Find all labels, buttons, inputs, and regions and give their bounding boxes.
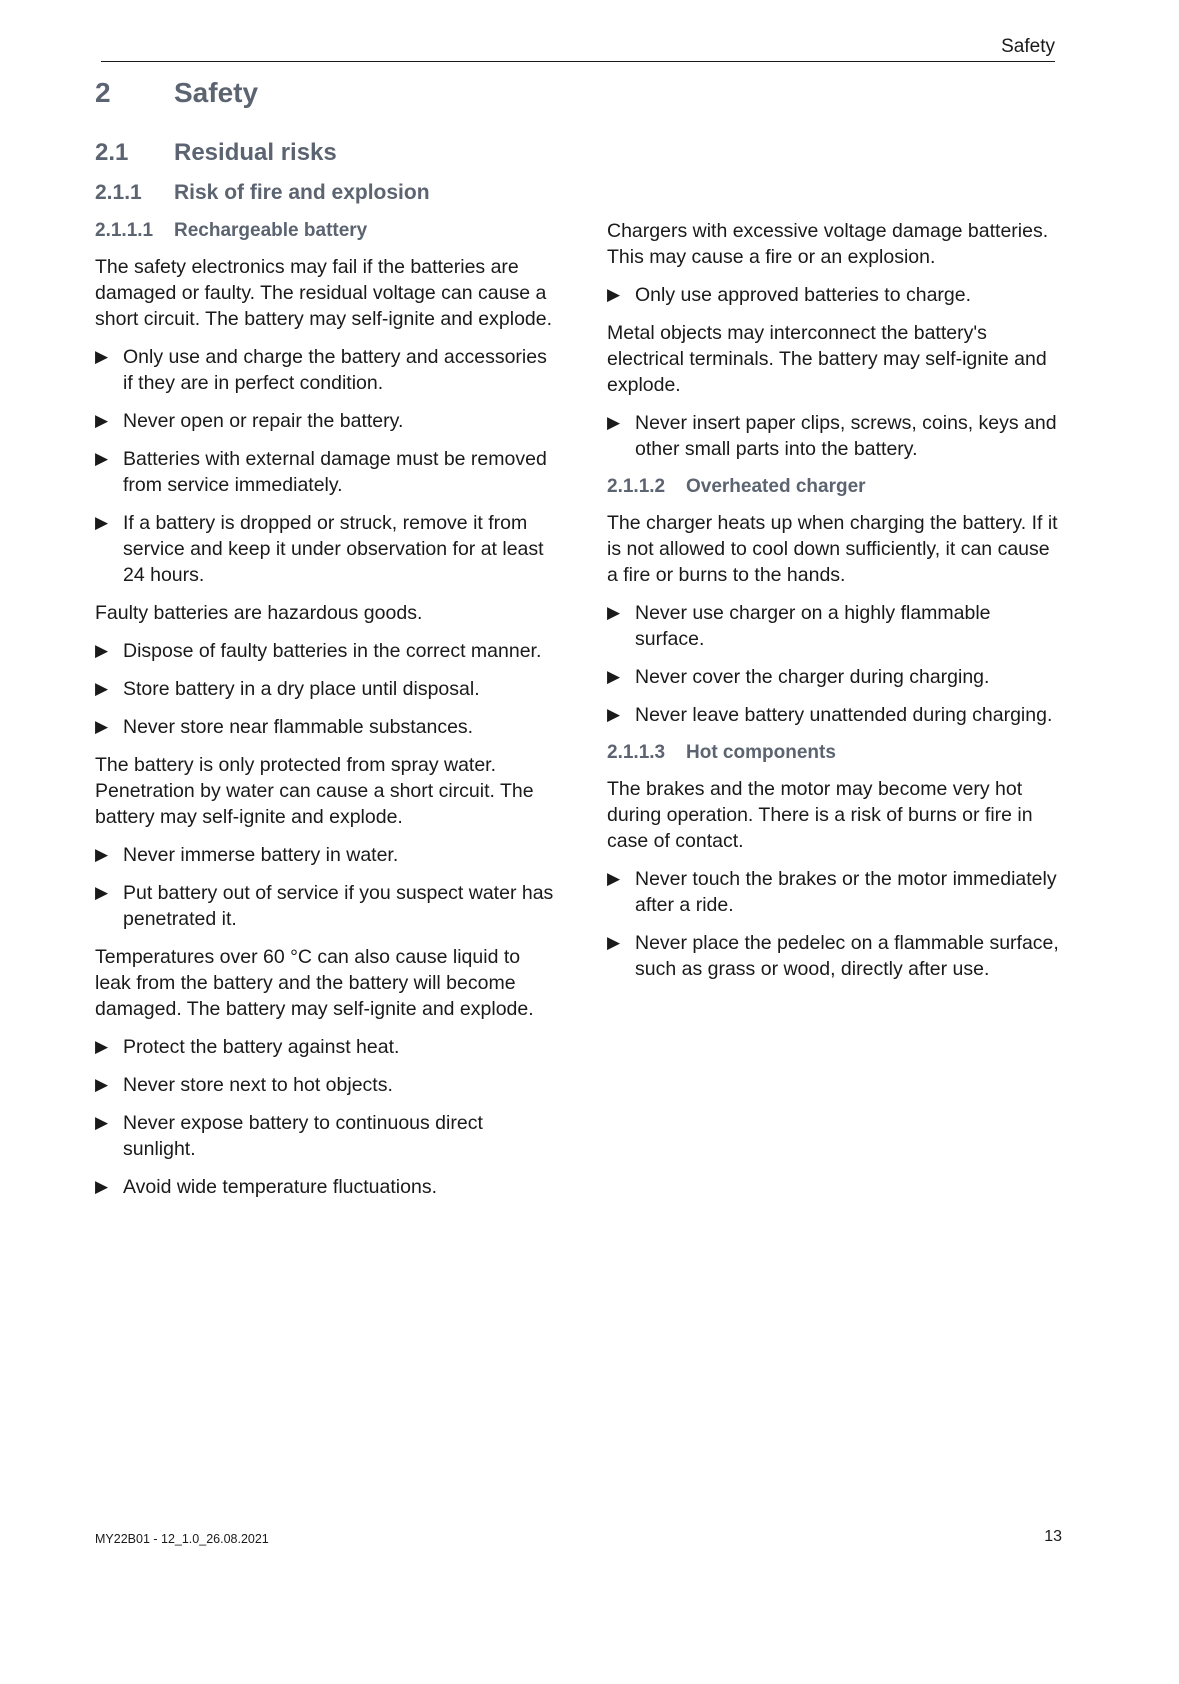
bullet-text: Only use and charge the battery and accessories if they are in perfect condition. <box>123 346 547 394</box>
bullet-text: Never use charger on a highly flammable surface. <box>635 602 991 650</box>
bullet-item <box>95 880 555 932</box>
triangle-bullet-icon: ▶ <box>607 869 621 888</box>
paragraph: The brakes and the motor may become very hot during operation. There is a risk of burns or fire in case of contact. <box>607 778 1033 852</box>
heading-title: Overheated charger <box>686 476 866 497</box>
heading-title: Hot components <box>686 742 836 763</box>
triangle-bullet-icon: ▶ <box>607 933 621 952</box>
bullet-text: If a battery is dropped or struck, remove it from service and keep it under observation for at least 24 hours. <box>123 512 544 586</box>
triangle-bullet-icon: ▶ <box>95 1037 109 1056</box>
triangle-bullet-icon: ▶ <box>607 413 621 432</box>
bullet-text: Never leave battery unattended during charging. <box>635 704 1053 726</box>
bullet-text: Never insert paper clips, screws, coins, keys and other small parts into the battery. <box>635 412 1057 460</box>
footer-document-id: MY22B01 - 12_1.0_26.08.2021 <box>95 1532 269 1546</box>
bullet-item <box>607 702 1062 728</box>
bullet-item <box>607 600 1062 652</box>
bullet-text: Store battery in a dry place until disposal. <box>123 678 480 700</box>
bullet-text: Never store next to hot objects. <box>123 1074 393 1096</box>
bullet-text: Protect the battery against heat. <box>123 1036 400 1058</box>
bullet-item <box>95 408 555 434</box>
triangle-bullet-icon: ▶ <box>95 411 109 430</box>
triangle-bullet-icon: ▶ <box>95 513 109 532</box>
chapter-heading <box>95 77 258 109</box>
section-number: 2.1 <box>95 139 129 166</box>
triangle-bullet-icon: ▶ <box>95 449 109 468</box>
triangle-bullet-icon: ▶ <box>607 705 621 724</box>
paragraph: Temperatures over 60 °C can also cause liquid to leak from the battery and the battery will become damaged. The battery may self-ignite and explode. <box>95 946 534 1020</box>
bullet-item <box>95 1110 555 1162</box>
bullet-item <box>95 344 555 396</box>
running-header: Safety <box>1001 36 1055 57</box>
bullet-item <box>95 638 555 664</box>
triangle-bullet-icon: ▶ <box>607 667 621 686</box>
bullet-item <box>95 1034 555 1060</box>
paragraph: Metal objects may interconnect the battery's electrical terminals. The battery may self-ignite and explode. <box>607 322 1047 396</box>
heading-number: 2.1.1.1 <box>95 220 154 241</box>
bullet-text: Only use approved batteries to charge. <box>635 284 972 306</box>
bullet-text: Never place the pedelec on a flammable surface, such as grass or wood, directly after use. <box>635 932 1059 980</box>
bullet-item <box>607 664 1062 690</box>
paragraph: The safety electronics may fail if the batteries are damaged or faulty. The residual voltage can cause a short circuit. The battery may self-ignite and explode. <box>95 256 553 330</box>
heading-title: Rechargeable battery <box>174 220 368 241</box>
header-rule <box>101 61 1055 62</box>
triangle-bullet-icon: ▶ <box>95 1113 109 1132</box>
triangle-bullet-icon: ▶ <box>95 717 109 736</box>
subsection-title: Risk of fire and explosion <box>174 181 430 204</box>
bullet-item <box>95 1072 555 1098</box>
triangle-bullet-icon: ▶ <box>95 347 109 366</box>
paragraph: The charger heats up when charging the battery. If it is not allowed to cool down sufficiently, it can cause a fire or burns to the hands. <box>607 512 1058 586</box>
chapter-title: Safety <box>174 77 259 108</box>
left-column <box>95 218 555 1212</box>
bullet-text: Never immerse battery in water. <box>123 844 399 866</box>
triangle-bullet-icon: ▶ <box>95 641 109 660</box>
bullet-text: Avoid wide temperature fluctuations. <box>123 1176 437 1198</box>
triangle-bullet-icon: ▶ <box>607 285 621 304</box>
bullet-item <box>95 714 555 740</box>
bullet-text: Never store near flammable substances. <box>123 716 474 738</box>
paragraph: The battery is only protected from spray water. Penetration by water can cause a short circuit. The battery may self-ignite and explode. <box>95 754 534 828</box>
bullet-text: Never cover the charger during charging. <box>635 666 990 688</box>
page-number: 13 <box>1044 1528 1062 1545</box>
right-column <box>607 218 1062 994</box>
heading-overheated-charger <box>607 474 1062 500</box>
bullet-item <box>607 410 1062 462</box>
bullet-text: Dispose of faulty batteries in the correct manner. <box>123 640 542 662</box>
subsection-number: 2.1.1 <box>95 181 142 204</box>
triangle-bullet-icon: ▶ <box>95 845 109 864</box>
bullet-text: Never touch the brakes or the motor immediately after a ride. <box>635 868 1057 916</box>
bullet-item <box>95 446 555 498</box>
bullet-item <box>607 282 1062 308</box>
bullet-text: Never expose battery to continuous direct sunlight. <box>123 1112 483 1160</box>
bullet-text: Put battery out of service if you suspect water has penetrated it. <box>123 882 554 930</box>
bullet-item <box>95 510 555 588</box>
bullet-item <box>607 866 1062 918</box>
triangle-bullet-icon: ▶ <box>95 883 109 902</box>
bullet-item <box>95 842 555 868</box>
triangle-bullet-icon: ▶ <box>95 1075 109 1094</box>
triangle-bullet-icon: ▶ <box>607 603 621 622</box>
section-heading <box>95 139 337 167</box>
heading-hot-components <box>607 740 1062 766</box>
subsection-heading <box>95 181 430 205</box>
bullet-item <box>607 930 1062 982</box>
bullet-item <box>95 676 555 702</box>
heading-rechargeable-battery <box>95 218 555 244</box>
triangle-bullet-icon: ▶ <box>95 679 109 698</box>
paragraph: Chargers with excessive voltage damage batteries. This may cause a fire or an explosion. <box>607 220 1049 268</box>
bullet-text: Batteries with external damage must be removed from service immediately. <box>123 448 547 496</box>
paragraph: Faulty batteries are hazardous goods. <box>95 602 423 624</box>
chapter-number: 2 <box>95 77 111 108</box>
bullet-text: Never open or repair the battery. <box>123 410 404 432</box>
heading-number: 2.1.1.3 <box>607 742 666 763</box>
heading-number: 2.1.1.2 <box>607 476 666 497</box>
bullet-item <box>95 1174 555 1200</box>
section-title: Residual risks <box>174 139 337 166</box>
triangle-bullet-icon: ▶ <box>95 1177 109 1196</box>
